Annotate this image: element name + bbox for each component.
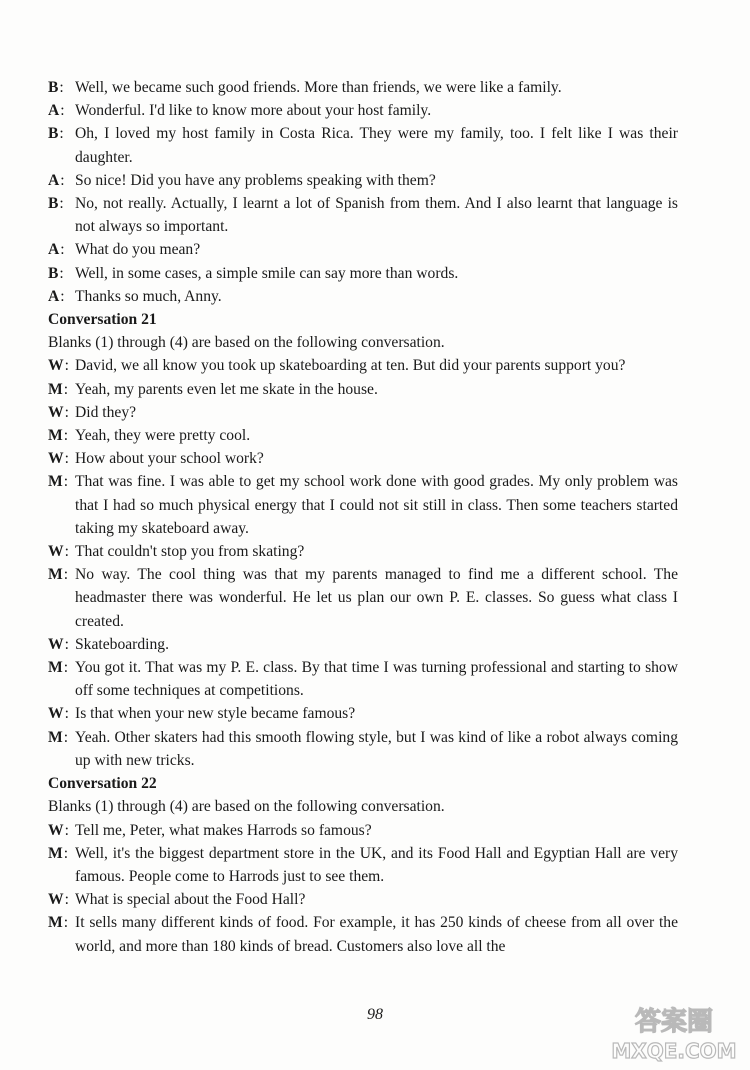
speaker-name: W (48, 450, 64, 468)
dialogue-line (48, 99, 678, 122)
speaker-colon: : (59, 79, 64, 96)
speaker-colon: : (63, 380, 69, 398)
speaker-name: W (48, 635, 64, 653)
dialogue-line (48, 122, 678, 168)
speaker-name: A (48, 171, 60, 189)
speaker-label (48, 122, 75, 145)
line-text: Is that when your new style became famous? (75, 705, 356, 723)
line-text: It sells many different kinds of food. For example, it has 250 kinds of cheese from all over the world, and more than 180 kinds of bread. Customers also love all the (75, 914, 678, 955)
line-text: Yeah, they were pretty cool. (75, 427, 251, 445)
speaker-name: M (48, 427, 63, 445)
line-text: Thanks so much, Anny. (75, 287, 222, 305)
line-text: What is special about the Food Hall? (75, 891, 306, 909)
line-text: Well, it's the biggest department store in the UK, and its Food Hall and Egyptian Hall are very famous. People come to Harrods just to see them. (75, 844, 678, 885)
line-text: So nice! Did you have any problems speaking with them? (75, 171, 436, 189)
line-text: No way. The cool thing was that my parents managed to find me a different school. The headmaster there was wonderful. He let us plan our own P. E. classes. So guess what class I created. (75, 566, 678, 630)
speaker-name: W (48, 543, 64, 561)
speaker-colon: : (63, 914, 69, 932)
speaker-colon: : (60, 171, 65, 189)
dialogue-line (48, 633, 678, 656)
line-text: That couldn't stop you from skating? (75, 543, 305, 561)
speaker-label (48, 819, 75, 842)
speaker-label (48, 633, 75, 656)
dialogue-line (48, 563, 678, 633)
line-text: What do you mean? (75, 241, 201, 259)
speaker-name: A (48, 102, 60, 120)
speaker-colon: : (59, 125, 64, 143)
watermark-bottom-text: MXQE.COM (611, 1039, 737, 1063)
line-text: Yeah, my parents even let me skate in the house. (75, 380, 378, 398)
dialogue-line (48, 354, 678, 377)
speaker-name: W (48, 891, 64, 909)
page-content (48, 76, 678, 958)
speaker-colon: : (64, 357, 69, 375)
speaker-label (48, 888, 75, 911)
line-text: Wonderful. I'd like to know more about your host family. (75, 102, 432, 120)
conversation-intro: Blanks (1) through (4) are based on the following conversation. (48, 334, 445, 352)
speaker-label (48, 726, 75, 749)
dialogue-line (48, 842, 678, 888)
speaker-colon: : (64, 403, 69, 421)
dialogue-line (48, 540, 678, 563)
dialogue-line (48, 169, 678, 192)
line-text: You got it. That was my P. E. class. By that time I was turning professional and starting to show off some techniques at competitions. (75, 659, 678, 700)
speaker-label (48, 192, 75, 215)
conversation-intro: Blanks (1) through (4) are based on the following conversation. (48, 798, 445, 816)
line-text: Tell me, Peter, what makes Harrods so famous? (75, 821, 372, 839)
dialogue-line (48, 401, 678, 424)
watermark-logo (604, 1000, 744, 1066)
speaker-colon: : (64, 891, 69, 909)
line-text: How about your school work? (75, 450, 264, 468)
speaker-name: M (48, 566, 63, 584)
speaker-label (48, 447, 75, 470)
conversation-22 (48, 772, 678, 958)
dialogue-line (48, 726, 678, 772)
speaker-label (48, 401, 75, 424)
speaker-colon: : (64, 450, 69, 468)
speaker-label (48, 262, 75, 285)
speaker-colon: : (59, 195, 64, 213)
conversation-21 (48, 308, 678, 772)
speaker-name: A (48, 287, 60, 305)
speaker-name: B (48, 125, 59, 143)
conversation-lines (48, 354, 678, 772)
line-text: Did they? (75, 403, 137, 421)
speaker-name: M (48, 473, 63, 491)
dialogue-line (48, 470, 678, 540)
speaker-name: B (48, 264, 59, 282)
dialogue-line (48, 192, 678, 238)
speaker-colon: : (63, 427, 69, 445)
speaker-name: A (48, 241, 60, 259)
speaker-label (48, 238, 75, 261)
speaker-name: B (48, 79, 59, 96)
speaker-colon: : (59, 264, 64, 282)
speaker-colon: : (63, 728, 69, 746)
dialogue-line (48, 656, 678, 702)
line-text: Well, in some cases, a simple smile can say more than words. (75, 264, 459, 282)
dialogue-line (48, 285, 678, 308)
watermark-top-text: 答案圈 (634, 1007, 714, 1037)
speaker-name: M (48, 728, 63, 746)
dialogue-line (48, 911, 678, 957)
speaker-name: M (48, 844, 63, 862)
speaker-name: M (48, 659, 63, 677)
line-text: David, we all know you took up skateboarding at ten. But did your parents support you? (75, 357, 626, 375)
dialogue-line (48, 378, 678, 401)
speaker-name: W (48, 403, 64, 421)
speaker-colon: : (60, 241, 65, 259)
dialogue-line (48, 888, 678, 911)
line-text: That was fine. I was able to get my school work done with good grades. My only problem was that I had so much physical energy that I could not sit still in class. Then some teachers started taking my skateboard away. (75, 473, 678, 537)
speaker-label (48, 656, 75, 679)
dialogue-line (48, 819, 678, 842)
speaker-colon: : (60, 102, 65, 120)
conversation-lines (48, 819, 678, 958)
speaker-label (48, 354, 75, 377)
speaker-colon: : (60, 287, 65, 305)
speaker-label (48, 540, 75, 563)
speaker-name: M (48, 380, 63, 398)
dialogue-line (48, 424, 678, 447)
line-text: Well, we became such good friends. More than friends, we were like a family. (75, 79, 562, 96)
speaker-colon: : (63, 844, 69, 862)
speaker-colon: : (63, 659, 69, 677)
speaker-name: W (48, 821, 64, 839)
dialogue-line (48, 447, 678, 470)
speaker-label (48, 911, 75, 934)
speaker-label (48, 169, 75, 192)
speaker-name: W (48, 357, 64, 375)
speaker-label (48, 99, 75, 122)
speaker-label (48, 285, 75, 308)
speaker-colon: : (63, 473, 69, 491)
speaker-name: W (48, 705, 64, 723)
dialogue-line (48, 238, 678, 261)
dialogue-line (48, 262, 678, 285)
speaker-name: M (48, 914, 63, 932)
page-number: 98 (367, 1006, 383, 1023)
speaker-colon: : (63, 566, 69, 584)
speaker-label (48, 378, 75, 401)
speaker-label (48, 563, 75, 586)
speaker-label (48, 470, 75, 493)
conversation-heading: Conversation 22 (48, 775, 157, 793)
speaker-name: B (48, 195, 59, 213)
line-text: Skateboarding. (75, 635, 169, 653)
line-text: Yeah. Other skaters had this smooth flowing style, but I was kind of like a robot always coming up with new tricks. (75, 728, 678, 769)
speaker-colon: : (64, 705, 69, 723)
dialogue-line (48, 702, 678, 725)
speaker-colon: : (64, 543, 69, 561)
line-text: Oh, I loved my host family in Costa Rica. They were my family, too. I felt like I was their daughter. (75, 125, 678, 166)
dialogue-line (48, 76, 678, 99)
speaker-label (48, 842, 75, 865)
speaker-label (48, 76, 75, 99)
conversation-heading: Conversation 21 (48, 311, 157, 329)
line-text: No, not really. Actually, I learnt a lot of Spanish from them. And I also learnt that language is not always so important. (75, 195, 678, 236)
dialogue-continuation (48, 76, 678, 308)
speaker-colon: : (64, 821, 69, 839)
speaker-label (48, 702, 75, 725)
speaker-label (48, 424, 75, 447)
speaker-colon: : (64, 635, 69, 653)
